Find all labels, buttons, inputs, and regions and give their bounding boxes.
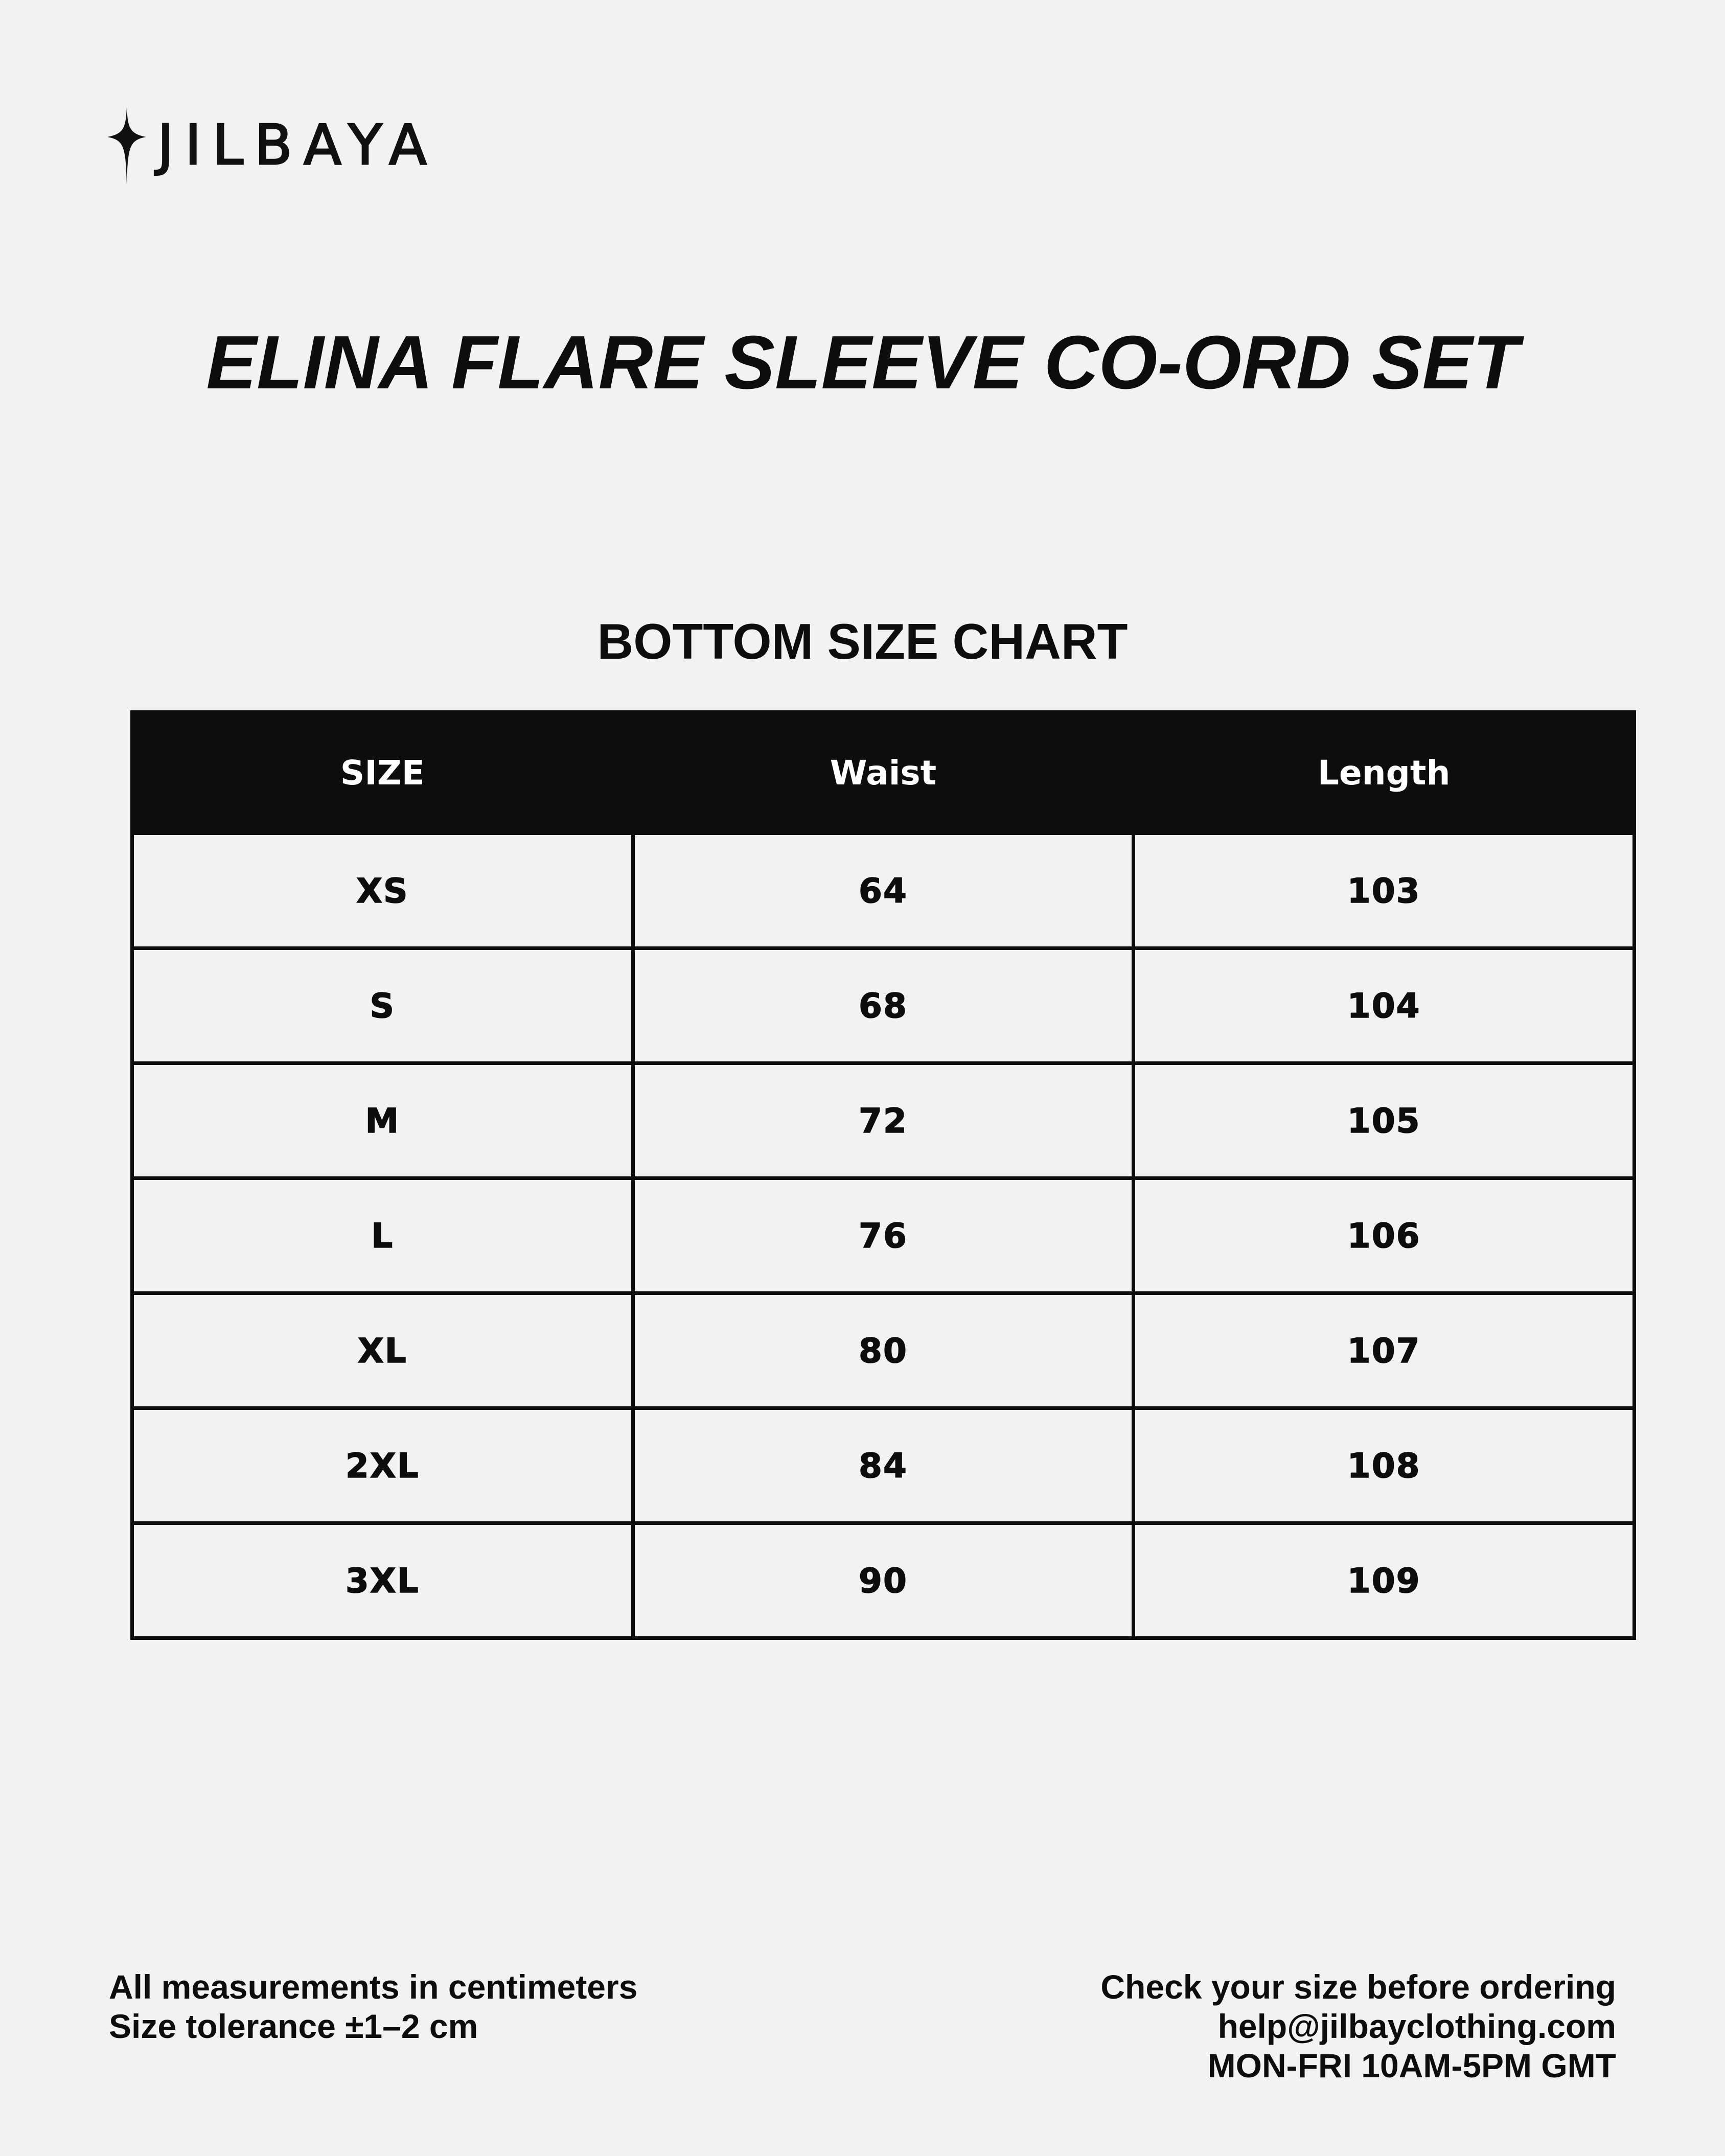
waist-cell: 90: [633, 1523, 1134, 1638]
size-chart-title: BOTTOM SIZE CHART: [597, 613, 1128, 669]
page-title: ELINA FLARE SLEEVE CO-ORD SET: [206, 320, 1519, 405]
size-cell: XL: [132, 1293, 633, 1408]
waist-cell: 72: [633, 1063, 1134, 1178]
column-header-length: Length: [1134, 712, 1635, 833]
table-row: [132, 1178, 1635, 1293]
table-row: [132, 948, 1635, 1063]
waist-cell: 68: [633, 948, 1134, 1063]
waist-cell: 84: [633, 1408, 1134, 1523]
length-cell: 105: [1134, 1063, 1635, 1178]
length-cell: 106: [1134, 1178, 1635, 1293]
waist-cell: 76: [633, 1178, 1134, 1293]
table-row: [132, 1063, 1635, 1178]
waist-cell: 80: [633, 1293, 1134, 1408]
length-cell: 108: [1134, 1408, 1635, 1523]
size-cell: L: [132, 1178, 633, 1293]
column-header-waist: Waist: [633, 712, 1134, 833]
table-row: [132, 1523, 1635, 1638]
table-header-row: [132, 712, 1635, 833]
size-cell: 3XL: [132, 1523, 633, 1638]
table-row: [132, 833, 1635, 948]
size-check-note: Check your size before ordering: [1100, 1968, 1616, 2006]
size-chart-table: [130, 710, 1636, 1640]
size-cell: S: [132, 948, 633, 1063]
units-note: All measurements in centimeters: [109, 1968, 638, 2006]
table-row: [132, 1408, 1635, 1523]
support-email: help@jilbayclothing.com: [1217, 2007, 1616, 2045]
contact-info: [1100, 1967, 1616, 2085]
size-cell: M: [132, 1063, 633, 1178]
tolerance-note: Size tolerance ±1–2 cm: [109, 2007, 478, 2045]
size-cell: XS: [132, 833, 633, 948]
length-cell: 107: [1134, 1293, 1635, 1408]
length-cell: 109: [1134, 1523, 1635, 1638]
size-cell: 2XL: [132, 1408, 633, 1523]
measurement-notes: [109, 1967, 637, 2046]
table-row: [132, 1293, 1635, 1408]
length-cell: 104: [1134, 948, 1635, 1063]
length-cell: 103: [1134, 833, 1635, 948]
support-hours: MON-FRI 10AM-5PM GMT: [1207, 2047, 1616, 2084]
brand-logo: [107, 107, 438, 184]
waist-cell: 64: [633, 833, 1134, 948]
four-point-star-icon: [107, 107, 146, 184]
brand-name: JILBAYA: [157, 113, 438, 177]
column-header-size: SIZE: [132, 712, 633, 833]
